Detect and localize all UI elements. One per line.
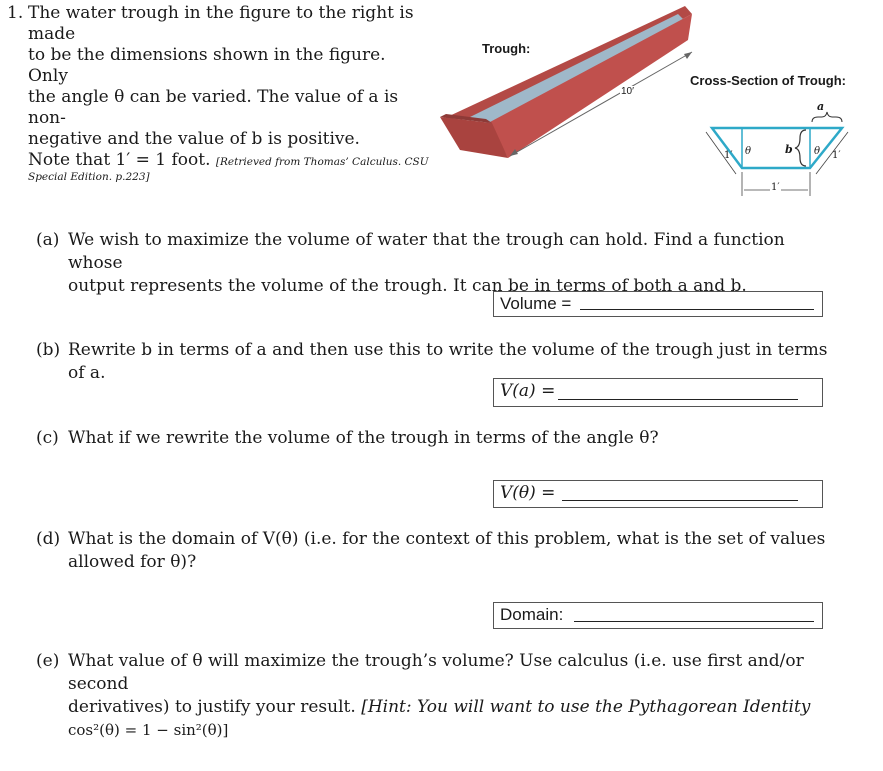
answer-line (562, 500, 798, 501)
part-question (68, 650, 838, 742)
part-question (68, 229, 838, 298)
intro-line: to be the dimensions shown in the figure. Only (28, 45, 386, 86)
question-line: Rewrite b in terms of a and then use this to write the volume of the trough just in terms of a. (68, 340, 828, 383)
question-line (68, 696, 838, 719)
part-label: (a) (36, 230, 60, 250)
label-theta-right: θ (814, 146, 821, 157)
citation-text: [Retrieved from Thomas’ Calculus. CSU (215, 156, 429, 168)
problem-number: 1. (7, 3, 24, 23)
question-line: We wish to maximize the volume of water that the trough can hold. Find a function whose (68, 230, 785, 273)
answer-label: V(a) = (500, 381, 556, 401)
trough-title: Trough: (482, 41, 531, 56)
label-theta-left: θ (745, 146, 752, 157)
label-b: b (785, 143, 793, 156)
identity-line: cos²(θ) = 1 − sin²(θ)] (68, 721, 229, 739)
note-text: Note that 1′ = 1 foot. (28, 150, 211, 170)
length-label: 10′ (621, 86, 634, 97)
answer-label: Volume = (500, 294, 572, 313)
domain-answer-box[interactable] (493, 602, 823, 629)
trough-figure (430, 0, 700, 165)
note-line (28, 150, 429, 173)
part-label: (c) (36, 428, 59, 448)
intro-line: the angle θ can be varied. The value of a is non- (28, 87, 399, 128)
length-arrowhead (684, 52, 692, 59)
intro-line: The water trough in the figure to the right is made (28, 3, 414, 44)
answer-label: Domain: (500, 605, 564, 624)
answer-line (558, 399, 798, 400)
label-one-right: 1′ (832, 150, 841, 161)
label-one-left: 1′ (724, 150, 733, 161)
a-brace (812, 112, 842, 122)
answer-line (580, 309, 814, 310)
va-answer-box[interactable] (493, 378, 823, 407)
cross-section-outline (712, 128, 842, 168)
part-label: (d) (36, 529, 61, 549)
label-one-bottom: 1′ (771, 182, 780, 193)
citation-text-2: Special Edition. p.223] (28, 171, 150, 183)
question-text: derivatives) to justify your result. (68, 697, 356, 717)
problem-intro (28, 3, 429, 184)
question-line: allowed for θ)? (68, 552, 197, 572)
hint-text: [Hint: You will want to use the Pythagorean Identity (361, 697, 811, 717)
intro-line: negative and the value of b is positive. (28, 129, 360, 149)
question-line: What is the domain of V(θ) (i.e. for the context of this problem, what is the set of values (68, 529, 826, 549)
part-label: (b) (36, 340, 61, 360)
question-line: output represents the volume of the trough. It can be in terms of both a and b. (68, 276, 747, 296)
part-label: (e) (36, 651, 60, 671)
answer-line (574, 621, 814, 622)
answer-label: V(θ) = (500, 483, 556, 503)
label-a: a (817, 100, 825, 113)
part-question (68, 528, 838, 574)
question-line: What value of θ will maximize the trough’s volume? Use calculus (i.e. use first and/or second (68, 651, 804, 694)
question-line: What if we rewrite the volume of the trough in terms of the angle θ? (68, 428, 659, 448)
part-question (68, 427, 838, 450)
cross-section-title: Cross-Section of Trough: (690, 73, 846, 88)
volume-answer-box[interactable] (493, 291, 823, 317)
vtheta-answer-box[interactable] (493, 480, 823, 508)
b-brace (795, 130, 806, 166)
